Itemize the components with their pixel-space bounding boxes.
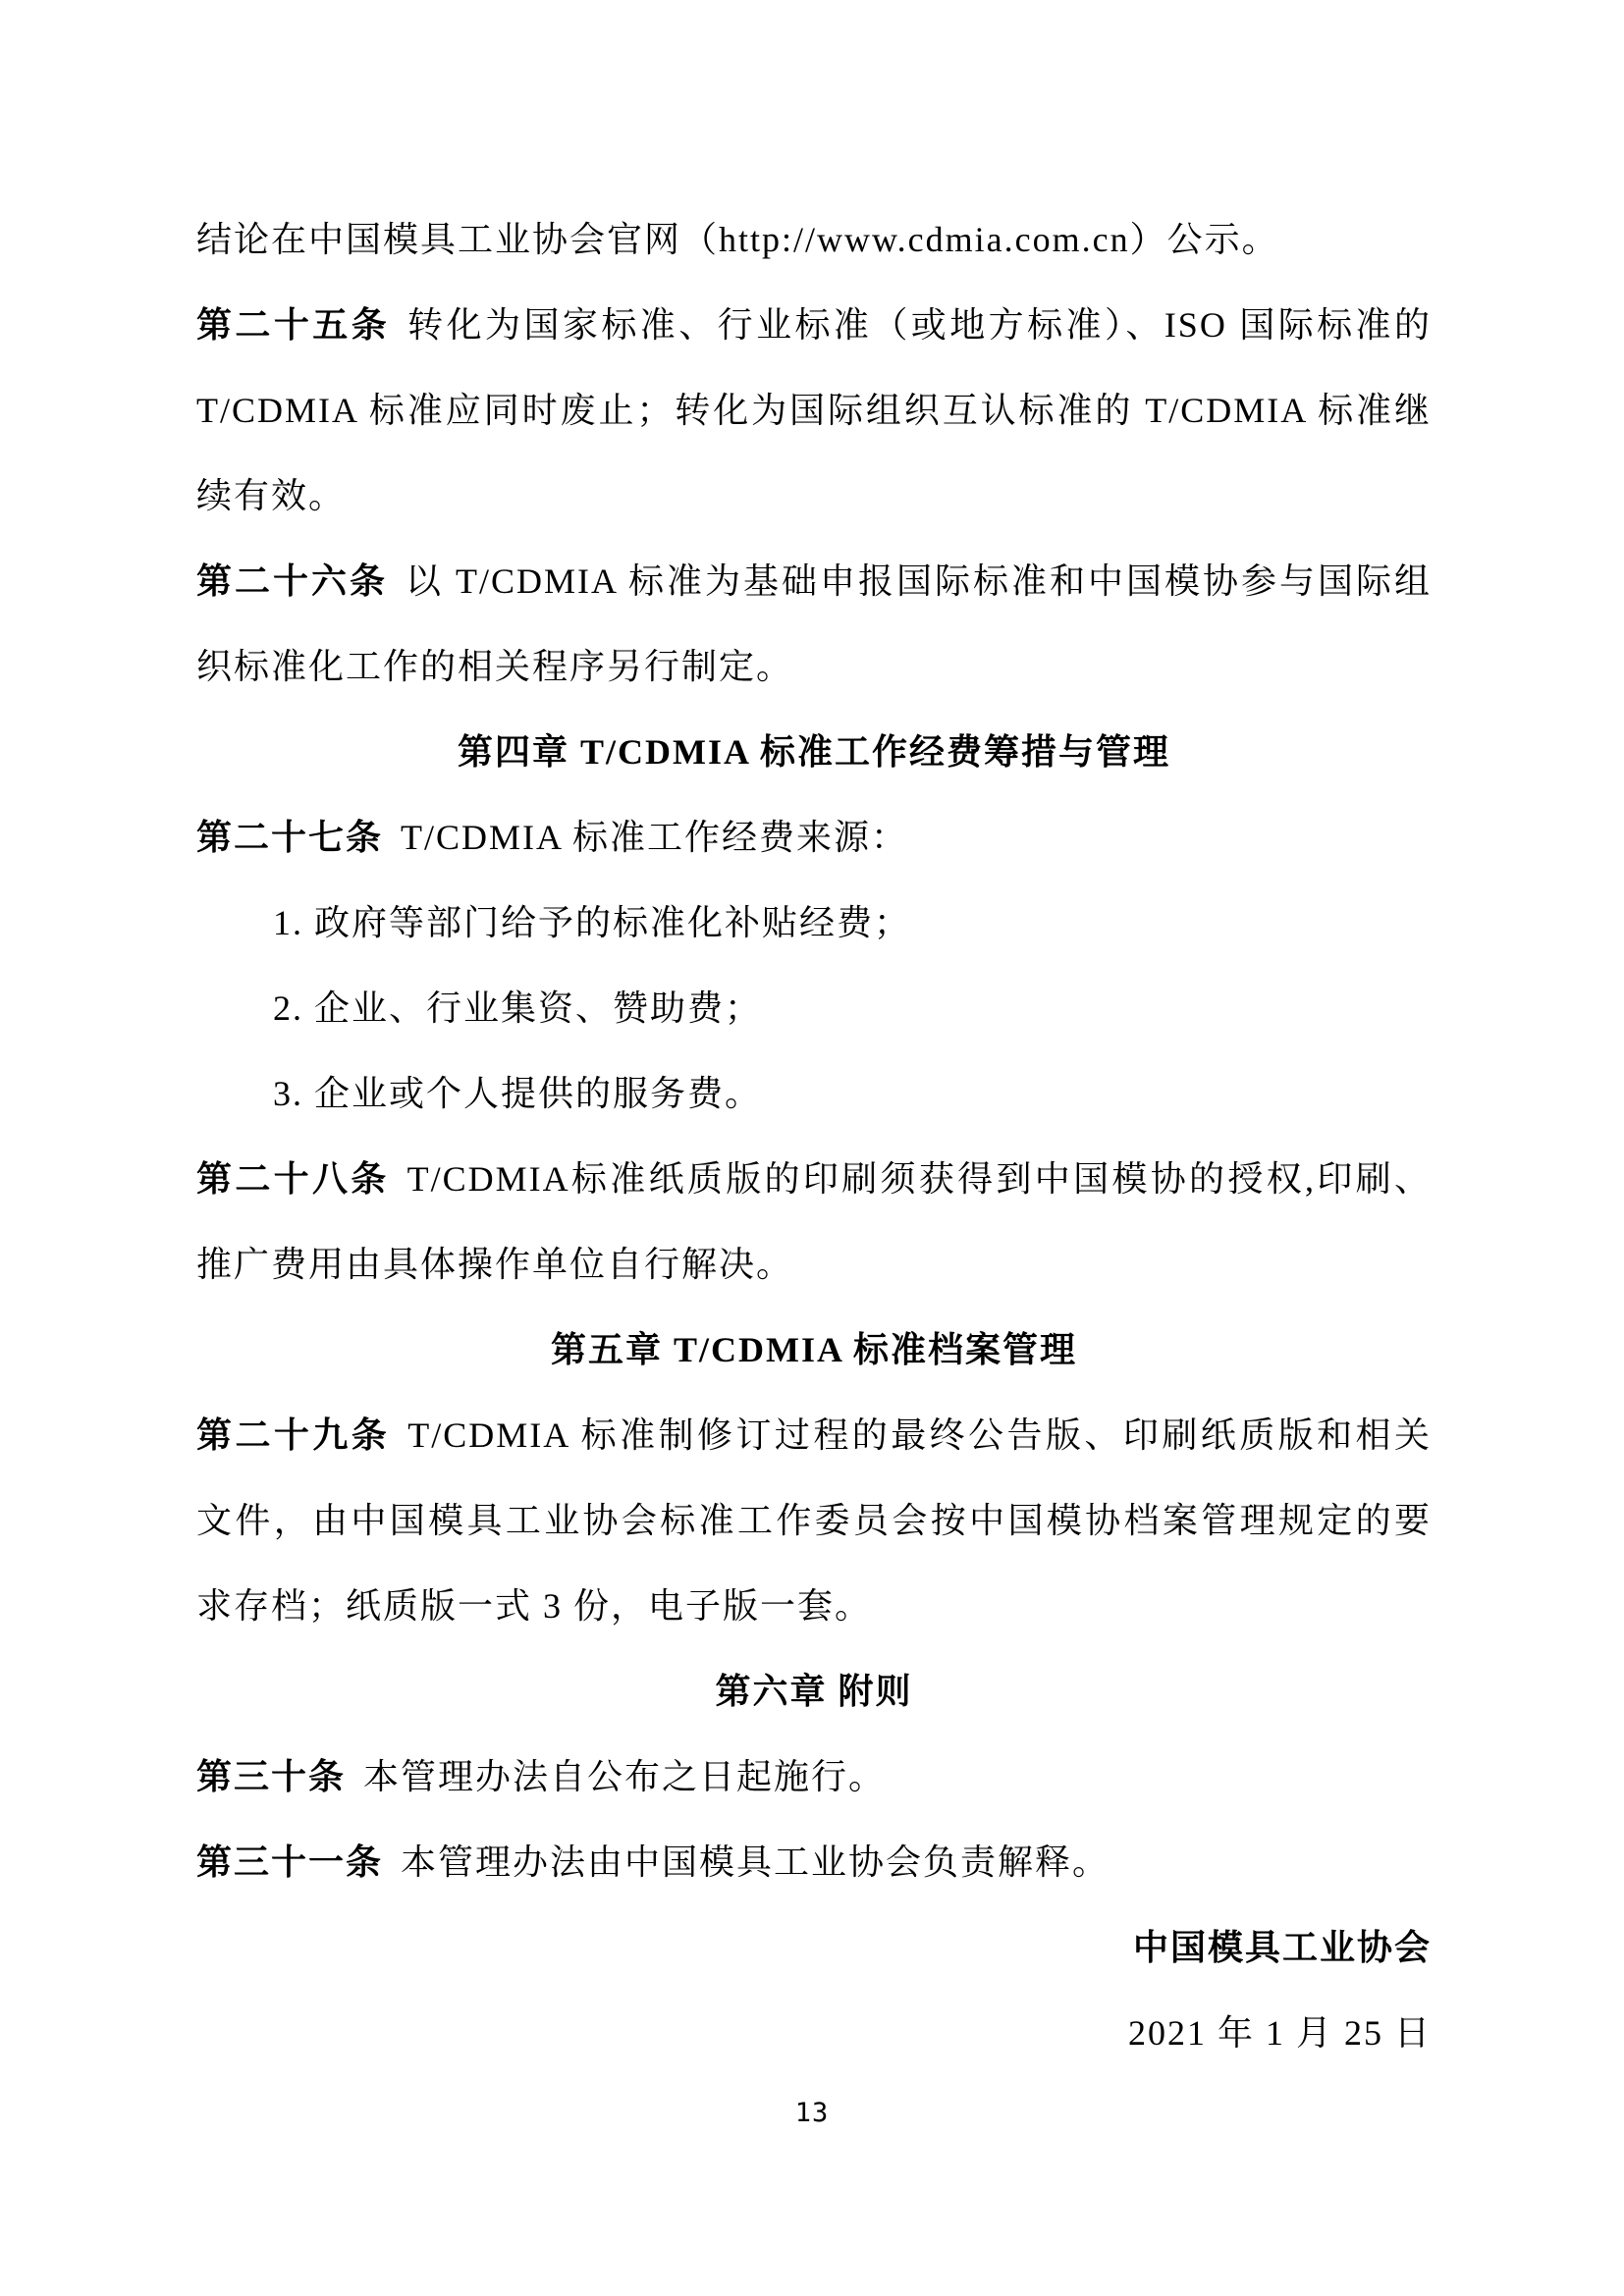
article-number: 第二十五条: [196, 305, 391, 345]
article-line: [196, 283, 1432, 368]
list-item-text: 1. 政府等部门给予的标准化补贴经费；: [273, 903, 912, 942]
page-number: 13: [794, 2098, 830, 2128]
paragraph-line: [196, 1478, 1432, 1564]
paragraph-text: 文件，由中国模具工业协会标准工作委员会按中国模协档案管理规定的要: [196, 1501, 1432, 1540]
chapter-heading-text: 第六章 附则: [715, 1672, 913, 1711]
document-body: [196, 197, 1432, 2076]
article-text: T/CDMIA标准纸质版的印刷须获得到中国模协的授权,印刷、: [406, 1159, 1432, 1199]
chapter-heading: [196, 710, 1432, 795]
paragraph-text: 结论在中国模具工业协会官网（http://www.cdmia.com.cn）公示。: [196, 220, 1279, 259]
article-number: 第二十九条: [196, 1415, 391, 1455]
article-line: [196, 1820, 1432, 1905]
chapter-heading: [196, 1308, 1432, 1393]
paragraph-line: [196, 197, 1432, 283]
signature-text: 中国模具工业协会: [1132, 1928, 1432, 1967]
paragraph-text: 推广费用由具体操作单位自行解决。: [196, 1245, 794, 1284]
paragraph-text: 续有效。: [196, 476, 347, 515]
list-item: [196, 1051, 1432, 1137]
date-text: 2021 年 1 月 25 日: [1127, 2013, 1432, 2053]
article-text: 本管理办法由中国模具工业协会负责解释。: [401, 1842, 1110, 1882]
article-line: [196, 1735, 1432, 1820]
article-number: 第二十八条: [196, 1159, 390, 1199]
paragraph-text: 求存档；纸质版一式 3 份，电子版一套。: [196, 1586, 873, 1626]
article-text: T/CDMIA 标准制修订过程的最终公告版、印刷纸质版和相关: [407, 1415, 1432, 1455]
signature: [196, 1905, 1432, 1991]
list-item: [196, 966, 1432, 1051]
chapter-heading: [196, 1649, 1432, 1735]
article-number: 第二十七条: [196, 818, 384, 857]
article-number: 第二十六条: [196, 561, 388, 601]
article-line: [196, 795, 1432, 881]
article-line: [196, 539, 1432, 624]
paragraph-line: [196, 454, 1432, 539]
article-line: [196, 1393, 1432, 1478]
article-text: 以 T/CDMIA 标准为基础申报国际标准和中国模协参与国际组: [406, 561, 1432, 601]
paragraph-line: [196, 1222, 1432, 1308]
list-item-text: 2. 企业、行业集资、赞助费；: [273, 988, 763, 1028]
paragraph-text: T/CDMIA 标准应同时废止；转化为国际组织互认标准的 T/CDMIA 标准继: [196, 391, 1432, 430]
article-text: T/CDMIA 标准工作经费来源：: [401, 818, 909, 857]
chapter-heading-text: 第五章 T/CDMIA 标准档案管理: [550, 1330, 1077, 1369]
paragraph-line: [196, 624, 1432, 710]
article-line: [196, 1137, 1432, 1222]
date-line: [196, 1991, 1432, 2076]
article-text: 本管理办法自公布之日起施行。: [363, 1757, 887, 1796]
list-item-text: 3. 企业或个人提供的服务费。: [273, 1074, 763, 1113]
paragraph-line: [196, 368, 1432, 454]
chapter-heading-text: 第四章 T/CDMIA 标准工作经费筹措与管理: [457, 732, 1170, 772]
article-number: 第三十一条: [196, 1842, 384, 1882]
list-item: [196, 881, 1432, 966]
paragraph-text: 织标准化工作的相关程序另行制定。: [196, 647, 794, 686]
article-text: 转化为国家标准、行业标准（或地方标准）、ISO 国际标准的: [407, 305, 1432, 345]
paragraph-line: [196, 1564, 1432, 1649]
article-number: 第三十条: [196, 1757, 347, 1796]
